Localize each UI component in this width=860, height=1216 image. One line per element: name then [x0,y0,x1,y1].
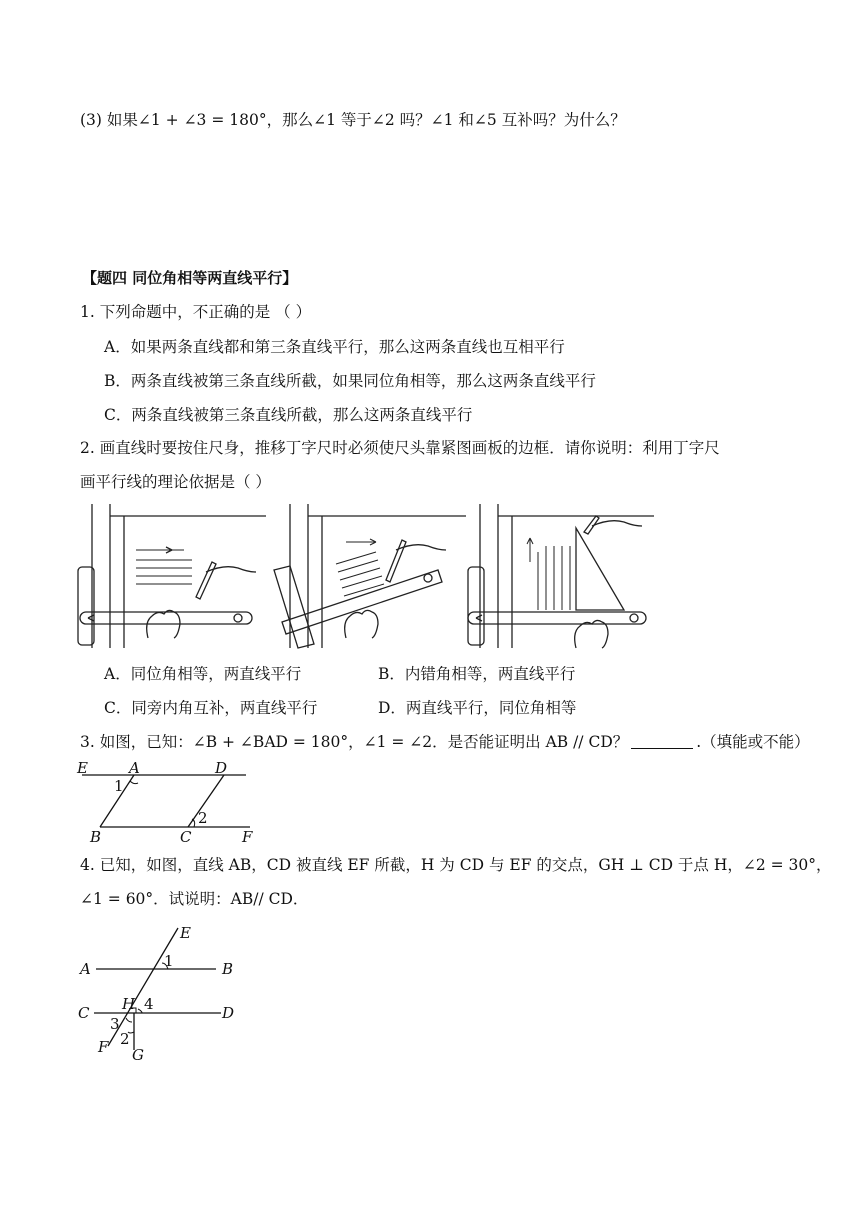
fig3-label-c: C [180,828,192,846]
fig3-label-1: 1 [114,777,124,795]
t-square-panel-2 [274,504,466,648]
question-2-option-d: D．两直线平行，同位角相等 [378,699,577,717]
t-square-panel-1 [78,504,266,648]
fig4-label-d: D [222,1004,235,1022]
question-2-option-a: A．同位角相等，两直线平行 [104,665,302,683]
question-part-3: (3) 如果∠1 + ∠3 = 180°，那么∠1 等于∠2 吗？∠1 和∠5 互补吗？为什么？ [80,111,626,129]
t-square-figure [76,502,656,652]
fig4-label-4: 4 [144,995,154,1013]
fig4-label-f: F [98,1038,109,1056]
answer-blank[interactable] [631,734,693,749]
fig4-label-e: E [180,924,191,942]
fig3-label-f: F [242,828,253,846]
fig4-label-c: C [78,1004,90,1022]
fig4-label-h: H [122,995,136,1013]
question-1-option-a: A．如果两条直线都和第三条直线平行，那么这两条直线也互相平行 [104,338,565,356]
question-2-stem-line2: 画平行线的理论依据是（ ） [80,473,271,491]
question-1-option-c: C．两条直线被第三条直线所截，那么这两条直线平行 [104,406,473,424]
question-2-stem-line1: 2. 画直线时要按住尺身，推移丁字尺时必须使尺头靠紧图画板的边框．请你说明：利用丁字尺 [80,439,720,457]
fig3-label-a: A [129,759,140,777]
fig3-label-b: B [90,828,102,846]
section-title: 【题四 同位角相等两直线平行】 [82,269,298,287]
question-3-stem [80,732,810,752]
question-2-option-b: B．内错角相等，两直线平行 [378,665,576,683]
question-3-stem-text: 3. 如图，已知：∠B + ∠BAD = 180°，∠1 = ∠2．是否能证明出 AB // CD？ [80,733,629,751]
fig4-label-b: B [222,960,234,978]
fig4-label-3: 3 [110,1015,120,1033]
fig3-label-2: 2 [198,809,208,827]
parallelogram-figure [74,756,274,848]
transversal-figure [76,918,246,1062]
question-4-stem-line2: ∠1 = 60°．试说明：AB// CD． [80,890,309,908]
question-4-stem-line1: 4. 已知，如图，直线 AB，CD 被直线 EF 所截，H 为 CD 与 EF 的交点，GH ⊥ CD 于点 H，∠2 = 30°， [80,856,832,874]
fig4-label-a: A [80,960,91,978]
fig3-label-d: D [215,759,228,777]
question-2-option-c: C．同旁内角互补，两直线平行 [104,699,318,717]
fig4-label-g: G [132,1046,144,1062]
fig4-label-1: 1 [164,952,174,970]
question-1-option-b: B．两条直线被第三条直线所截，如果同位角相等，那么这两条直线平行 [104,372,596,390]
fig3-label-e: E [77,759,88,777]
question-3-stem-suffix: .（填能或不能） [696,733,810,751]
fig4-label-2: 2 [120,1030,130,1048]
t-square-panel-3 [468,504,654,648]
question-1-stem: 1. 下列命题中，不正确的是 （ ） [80,303,312,321]
